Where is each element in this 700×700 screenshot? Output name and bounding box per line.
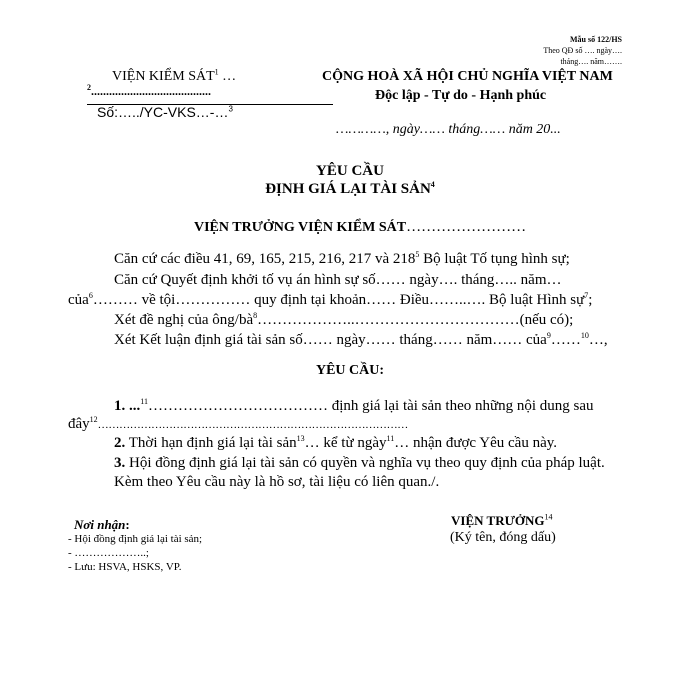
item-3 <box>114 455 605 472</box>
addressee-label: VIỆN TRƯỞNG VIỆN KIỂM SÁT <box>194 220 407 235</box>
form-code-date: tháng…. năm……. <box>560 57 622 66</box>
addressee <box>194 219 526 236</box>
basis-line-4 <box>114 312 573 329</box>
footnote-3: 3 <box>228 104 233 114</box>
item-1 <box>114 398 594 415</box>
document-subtitle-text: ĐỊNH GIÁ LẠI TÀI SẢN <box>265 181 431 197</box>
footnote-12: 12 <box>89 415 98 424</box>
footnote-5: 5 <box>415 250 420 259</box>
basis-line-1 <box>114 251 570 268</box>
national-motto: Độc lập - Tự do - Hạnh phúc <box>375 88 547 103</box>
signature-title-text: VIỆN TRƯỞNG <box>451 513 545 528</box>
basis-line-4-b: ………………..……………………………(nếu có); <box>257 312 574 328</box>
sub-agency-dots: ........................................ <box>91 84 211 98</box>
basis-line-1-a: Căn cứ các điều 41, 69, 165, 215, 216, 217 và 218 <box>114 251 416 267</box>
recipients-label <box>74 517 130 533</box>
footnote-11b: 11 <box>386 434 395 443</box>
recipients-colon: : <box>125 517 130 532</box>
footnote-9: 9 <box>546 331 551 340</box>
recipient-1: - Hội đồng định giá lại tài sản; <box>68 533 203 545</box>
basis-line-2: Căn cứ Quyết định khởi tố vụ án hình sự số…… ngày…. tháng….. năm… <box>114 272 562 288</box>
footnote-11: 11 <box>140 397 148 406</box>
addressee-dots: …………………… <box>406 219 527 235</box>
item-1-cont-dots: …………………………………………………………………………… <box>97 419 408 431</box>
item-2-text: Thời hạn định giá lại tài sản <box>125 435 297 451</box>
item-1-number: 1. ... <box>114 398 141 414</box>
footnote-4: 4 <box>430 180 435 189</box>
form-code-reference <box>543 45 622 67</box>
footnote-14: 14 <box>544 512 553 522</box>
basis-line-3-c: ; <box>588 292 593 308</box>
requests-heading: YÊU CẦU: <box>315 363 385 378</box>
footnote-13: 13 <box>296 434 305 443</box>
item-3-text: Hội đồng định giá lại tài sản có quyền và nghĩa vụ theo quy định của pháp luật. <box>125 455 605 471</box>
signature-note: (Ký tên, đóng dấu) <box>450 530 556 545</box>
sub-agency-line <box>87 84 211 99</box>
form-code-decision: Theo QĐ số …. ngày…. <box>543 46 622 55</box>
signature-title <box>451 513 553 529</box>
agency-tail: … <box>218 69 237 84</box>
form-code <box>570 34 622 45</box>
recipient-2: - ………………..; <box>68 547 149 559</box>
item-2 <box>114 435 557 452</box>
basis-line-3 <box>68 292 592 309</box>
footnote-8: 8 <box>253 311 258 320</box>
basis-line-1-b: Bộ luật Tố tụng hình sự; <box>419 251 570 267</box>
footnote-10: 10 <box>580 331 589 340</box>
document-subtitle <box>0 181 700 198</box>
form-code-number: Mẫu số 122/HS <box>569 35 622 44</box>
footnote-1: 1 <box>214 67 219 77</box>
attachment-note: Kèm theo Yêu cầu này là hồ sơ, tài liệu có liên quan./. <box>114 474 440 490</box>
agency-label: VIỆN KIỂM SÁT <box>112 69 215 84</box>
basis-line-5-c: …, <box>588 332 608 348</box>
agency-name <box>112 69 236 85</box>
recipients-label-text: Nơi nhận <box>74 517 126 532</box>
basis-line-3-a: của <box>68 292 89 308</box>
item-1-cont-text: đây <box>68 416 90 432</box>
basis-line-4-a: Xét đề nghị của ông/bà <box>114 312 254 328</box>
document-title: YÊU CẦU <box>316 163 384 179</box>
item-2-end: … nhận được Yêu cầu này. <box>394 435 558 451</box>
recipient-archive: - Lưu: HSVA, HSKS, VP. <box>68 561 182 573</box>
item-2-mid: … kể từ ngày <box>304 435 387 451</box>
place-date: …………, ngày…… tháng…… năm 20... <box>336 122 561 137</box>
footnote-6: 6 <box>88 291 93 300</box>
item-1-continuation <box>68 416 408 433</box>
basis-line-5-a: Xét Kết luận định giá tài sản số…… ngày…… tháng…… năm…… của <box>114 332 547 348</box>
footnote-7: 7 <box>584 291 589 300</box>
item-1-text: ……………………………… định giá lại tài sản theo những nội dung sau <box>147 398 594 414</box>
basis-line-3-b: ……… về tội…………… quy định tại khoản…… Điều……..…. Bộ luật Hình sự <box>92 292 585 308</box>
national-title: CỘNG HOÀ XÃ HỘI CHỦ NGHĨA VIỆT NAM <box>322 69 613 84</box>
basis-line-5-b: …… <box>550 332 581 348</box>
document-number <box>97 104 233 120</box>
footnote-2: 2 <box>87 83 91 92</box>
item-2-number: 2. <box>114 435 126 451</box>
document-number-text: Số:…../YC-VKS…-… <box>97 104 229 120</box>
item-3-number: 3. <box>114 455 126 471</box>
basis-line-5 <box>114 332 608 349</box>
